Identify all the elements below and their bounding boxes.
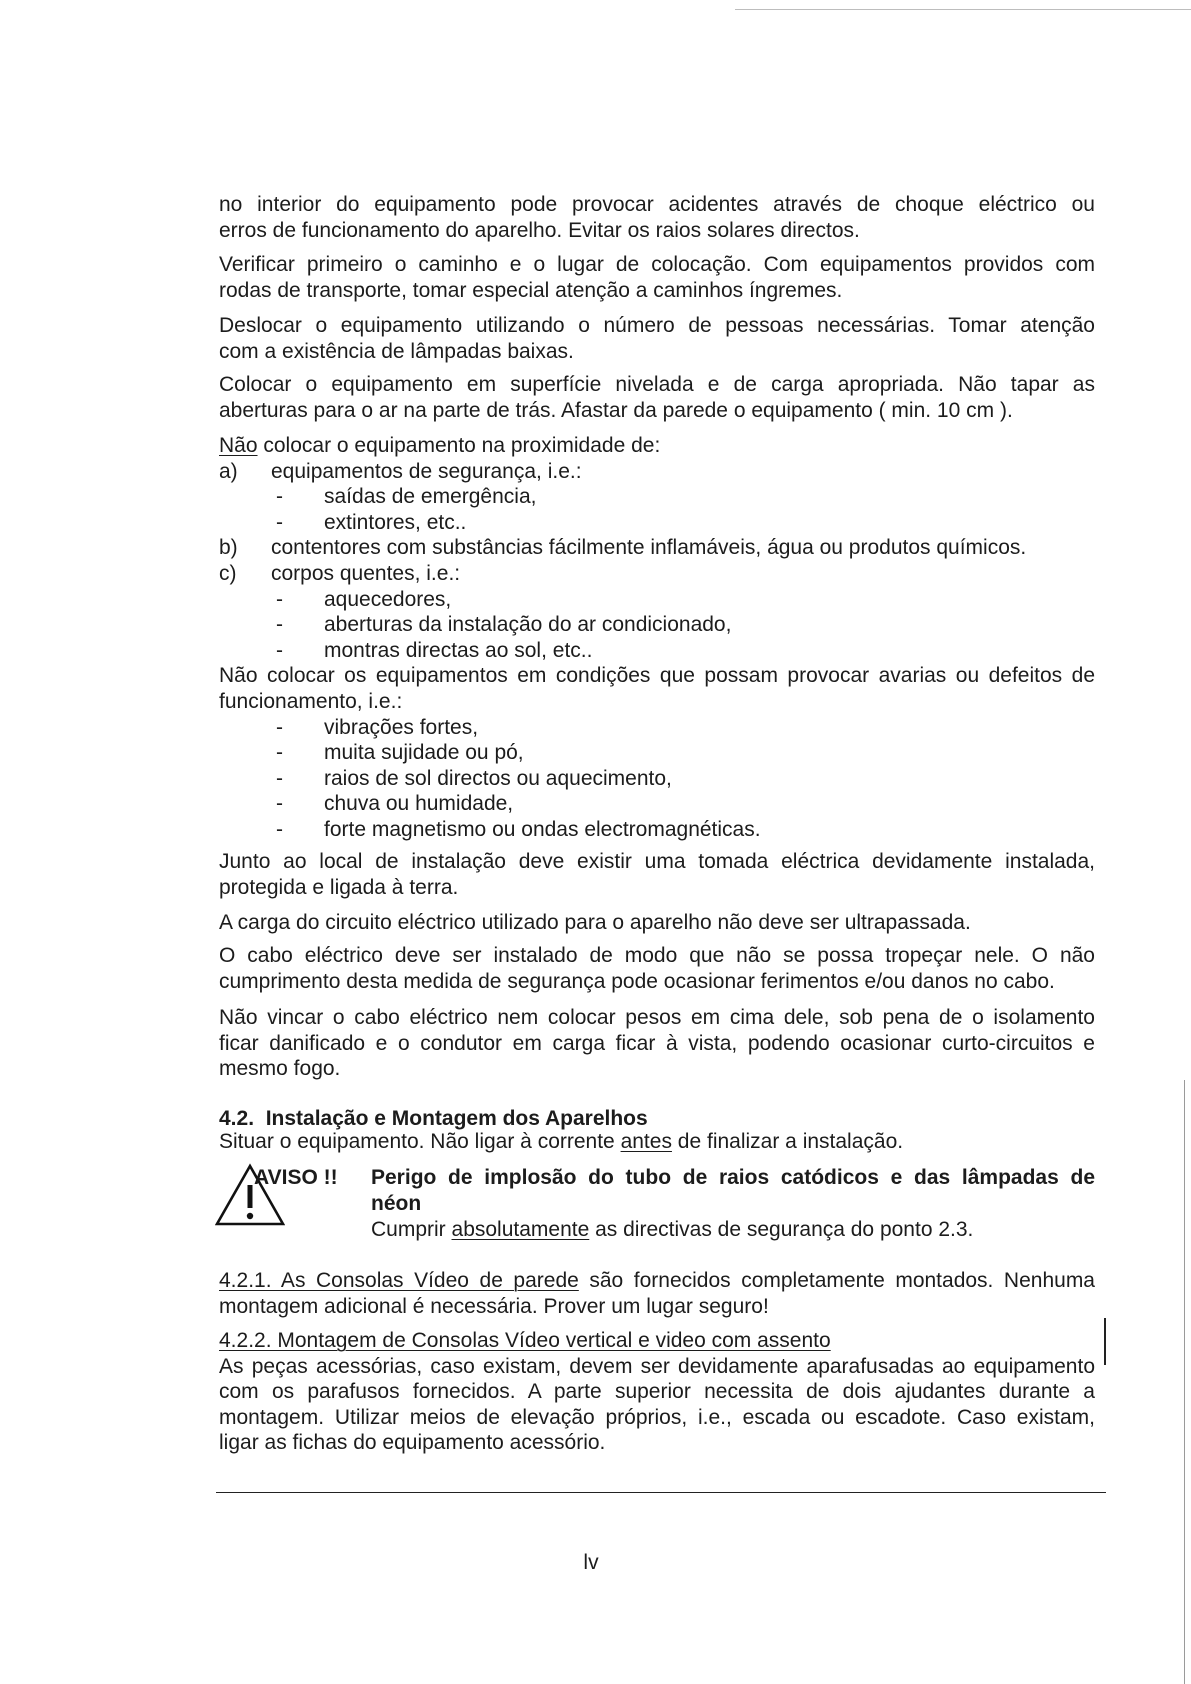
dash-bullet: - [276,792,283,816]
sub-list-text: extintores, etc.. [324,510,467,534]
sub-list-text: muita sujidade ou pó, [324,741,524,765]
placement-lead-line [219,433,1095,459]
dash-bullet: - [276,613,283,637]
lead-text: colocar o equipamento na proximidade de: [257,434,661,457]
text-line: A carga do circuito eléctrico utilizado para o aparelho não deve ser ultrapassada. [219,911,971,934]
subsection-text: são fornecidos completamente montados. Nenhuma [578,1269,1095,1292]
subsection-line [219,1268,1095,1294]
subsection-heading-line [219,1328,1095,1354]
underlined-word: absolutamente [451,1218,590,1241]
paragraph-check-path [219,252,1095,303]
warning-text: Cumprir [371,1218,452,1241]
text-line: Não vincar o cabo eléctrico nem colocar pesos em cima dele, sob pena de o isolamento [219,1006,1095,1029]
paragraph-circuit-load [219,910,1095,936]
list-item-text: contentores com substâncias fácilmente inflamáveis, água ou produtos químicos. [271,536,1027,560]
intro-text: Situar o equipamento. Não ligar à corrente [219,1130,621,1153]
text-line: montagem adicional é necessária. Prover um lugar seguro! [219,1294,769,1318]
placement-restrictions [219,433,1095,843]
sub-list-text: chuva ou humidade, [324,792,514,816]
warning-body-line [371,1217,1095,1243]
sub-list-item [219,510,1095,536]
text-line: erros de funcionamento do aparelho. Evitar os raios solares directos. [219,218,860,242]
scan-margin-mark [1104,1318,1106,1365]
warning-title [371,1165,1095,1216]
sub-list-item [219,791,1095,817]
dash-bullet: - [276,638,283,662]
text-line: Junto ao local de instalação deve existir uma tomada eléctrica devidamente instalada, [219,850,1095,873]
paragraph-cable-routing [219,943,1095,994]
dash-bullet: - [276,485,283,509]
list-label: c) [219,561,237,585]
underlined-word: Não [219,434,258,457]
dash-bullet: - [276,715,283,739]
warning-title-line: néon [371,1191,422,1215]
list-label: b) [219,536,238,560]
sub-list-item [219,638,1095,664]
sub-list-text: forte magnetismo ou ondas electromagnéticas. [324,817,761,841]
sub-list-text: vibrações fortes, [324,715,479,739]
sub-list-item [219,612,1095,638]
scan-top-edge-line [735,9,1191,10]
section-intro-line [219,1129,1095,1155]
sub-list-item [219,740,1095,766]
text-line: Verificar primeiro o caminho e o lugar de colocação. Com equipamentos providos com [219,253,1095,276]
sub-list-text: aberturas da instalação do ar condicionado, [324,613,732,637]
list-item-c [219,561,1095,587]
sub-list-item [219,817,1095,843]
text-line: montagem. Utilizar meios de elevação próprios, i.e., escada ou escadote. Caso existam, [219,1405,1095,1429]
sub-list-item [219,715,1095,741]
paragraph-cable-damage [219,1005,1095,1082]
subsection-title: 4.2.2. Montagem de Consolas Vídeo vertical e video com assento [219,1329,831,1352]
sub-list-text: saídas de emergência, [324,485,537,509]
intro-text: de finalizar a instalação. [671,1130,904,1153]
subsection-4-2-1 [219,1268,1095,1319]
text-line: protegida e ligada à terra. [219,875,459,899]
subsection-4-2-2 [219,1328,1095,1456]
paragraph-power-outlet [219,849,1095,900]
sub-list-item [219,766,1095,792]
subsection-title: 4.2.1. As Consolas Vídeo de parede [219,1269,579,1292]
text-line: O cabo eléctrico deve ser instalado de modo que não se possa tropeçar nele. O não [219,944,1095,967]
text-line: no interior do equipamento pode provocar acidentes através de choque eléctrico ou [219,193,1095,216]
list-label: a) [219,459,238,483]
dash-bullet: - [276,741,283,765]
text-line: com a existência de lâmpadas baixas. [219,339,574,363]
text-line: Colocar o equipamento em superfície nivelada e de carga apropriada. Não tapar as [219,373,1095,396]
list-item-b [219,535,1095,561]
section-title: 4.2. Instalação e Montagem dos Aparelhos [219,1107,648,1130]
scan-right-edge-line [1184,1080,1185,1684]
warning-body [371,1217,1095,1243]
sub-list-text: raios de sol directos ou aquecimento, [324,766,672,790]
sub-list-item [219,484,1095,510]
text-line: cumprimento desta medida de segurança pode ocasionar ferimentos e/ou danos no cabo. [219,969,1055,993]
dash-bullet: - [276,766,283,790]
sub-list-item [219,587,1095,613]
text-line: Deslocar o equipamento utilizando o número de pessoas necessárias. Tomar atenção [219,314,1095,337]
text-line: rodas de transporte, tomar especial atenção a caminhos íngremes. [219,278,843,302]
text-line: ligar as fichas do equipamento acessório. [219,1431,606,1455]
list-item-text: corpos quentes, i.e.: [271,561,461,585]
text-line: funcionamento, i.e.: [219,689,403,713]
underlined-word: antes [620,1130,672,1153]
footer-rule [216,1492,1106,1493]
sub-list-text: montras directas ao sol, etc.. [324,638,593,662]
sub-list-text: aquecedores, [324,587,452,611]
section-heading-4-2 [219,1106,1095,1132]
text-line: As peças acessórias, caso existam, devem ser devidamente aparafusadas ao equipamento [219,1354,1095,1378]
dash-bullet: - [276,817,283,841]
warning-label: AVISO !! [254,1166,338,1189]
paragraph-level-surface [219,372,1095,423]
text-line: ficar danificado e o condutor em carga ficar à vista, podendo ocasionar curto-circuitos e [219,1031,1095,1055]
warning-title-line: Perigo de implosão do tubo de raios catódicos e das lâmpadas de [371,1166,1095,1189]
paragraph-move-equipment [219,313,1095,364]
text-line: mesmo fogo. [219,1057,341,1081]
text-line: Não colocar os equipamentos em condições que possam provocar avarias ou defeitos de [219,664,1095,688]
text-line: aberturas para o ar na parte de trás. Afastar da parede o equipamento ( min. 10 cm ). [219,398,1013,422]
warning-text: as directivas de segurança do ponto 2.3. [589,1218,974,1241]
list-item-text: equipamentos de segurança, i.e.: [271,459,582,483]
list-item-a [219,459,1095,485]
paragraph-interior-risk [219,192,1095,243]
section-intro [219,1129,1095,1155]
text-line: com os parafusos fornecidos. A parte superior necessita de dois ajudantes durante a [219,1380,1095,1404]
dash-bullet: - [276,587,283,611]
dash-bullet: - [276,510,283,534]
page-number: lv [583,1551,599,1574]
